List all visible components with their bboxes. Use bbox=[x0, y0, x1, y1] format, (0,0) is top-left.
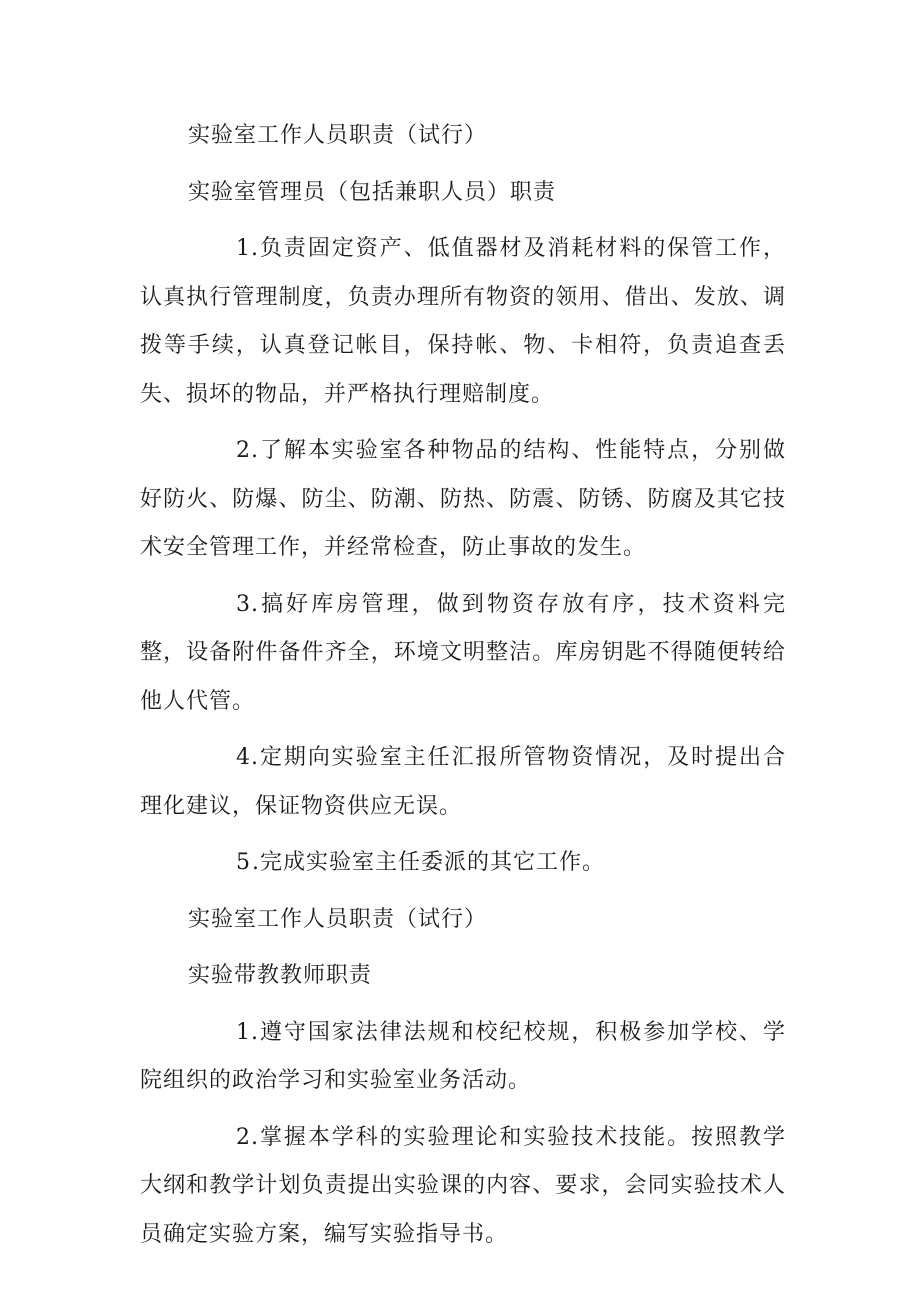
heading-text: 实验带教教师职责 bbox=[188, 963, 373, 988]
duty-item bbox=[140, 427, 786, 573]
item-text: .掌握本学科的实验理论和实验技术技能。按照教学大纲和教学计划负责提出实验课的内容、要求，会同实验技术人员确定实验方案，编写实验指导书。 bbox=[140, 1124, 786, 1247]
item-number: 2 bbox=[236, 1124, 251, 1150]
duty-item bbox=[140, 734, 786, 831]
document-title-repeat bbox=[140, 896, 786, 945]
item-number: 1 bbox=[236, 236, 251, 261]
duty-item bbox=[140, 1009, 786, 1106]
section-heading-administrator bbox=[140, 169, 786, 218]
item-number: 1 bbox=[236, 1019, 251, 1045]
item-number: 4 bbox=[236, 745, 251, 770]
item-text: .定期向实验室主任汇报所管物资情况，及时提出合理化建议，保证物资供应无误。 bbox=[140, 745, 786, 819]
duty-item bbox=[140, 225, 786, 419]
item-text: .遵守国家法律法规和校纪校规，积极参加学校、学院组织的政治学习和实验室业务活动。 bbox=[140, 1019, 786, 1093]
section-heading-teacher bbox=[140, 952, 786, 1001]
heading-text: 实验室管理员（包括兼职人员）职责 bbox=[188, 179, 557, 205]
item-number: 2 bbox=[236, 438, 251, 463]
duty-item bbox=[140, 839, 786, 888]
duty-item bbox=[140, 1114, 786, 1260]
document-title bbox=[140, 112, 786, 161]
document-page bbox=[140, 112, 786, 1259]
item-text: .了解本实验室各种物品的结构、性能特点，分别做好防火、防爆、防尘、防潮、防热、防震、防锈、防腐及其它技术安全管理工作，并经常检查，防止事故的发生。 bbox=[140, 438, 786, 560]
item-text: .负责固定资产、低值器材及消耗材料的保管工作，认真执行管理制度，负责办理所有物资的领用、借出、发放、调拨等手续，认真登记帐目，保持帐、物、卡相符，负责追查丢失、损坏的物品，并严格执行理赔制度。 bbox=[140, 236, 786, 407]
item-number: 5 bbox=[236, 850, 251, 875]
item-number: 3 bbox=[236, 591, 251, 617]
title-text: 实验室工作人员职责（试行） bbox=[188, 123, 488, 148]
item-text: .搞好库房管理，做到物资存放有序，技术资料完整，设备附件备件齐全，环境文明整洁。库房钥匙不得随便转给他人代管。 bbox=[140, 591, 786, 714]
duty-item bbox=[140, 581, 786, 727]
item-text: .完成实验室主任委派的其它工作。 bbox=[252, 850, 605, 875]
title-text: 实验室工作人员职责（试行） bbox=[188, 906, 488, 932]
